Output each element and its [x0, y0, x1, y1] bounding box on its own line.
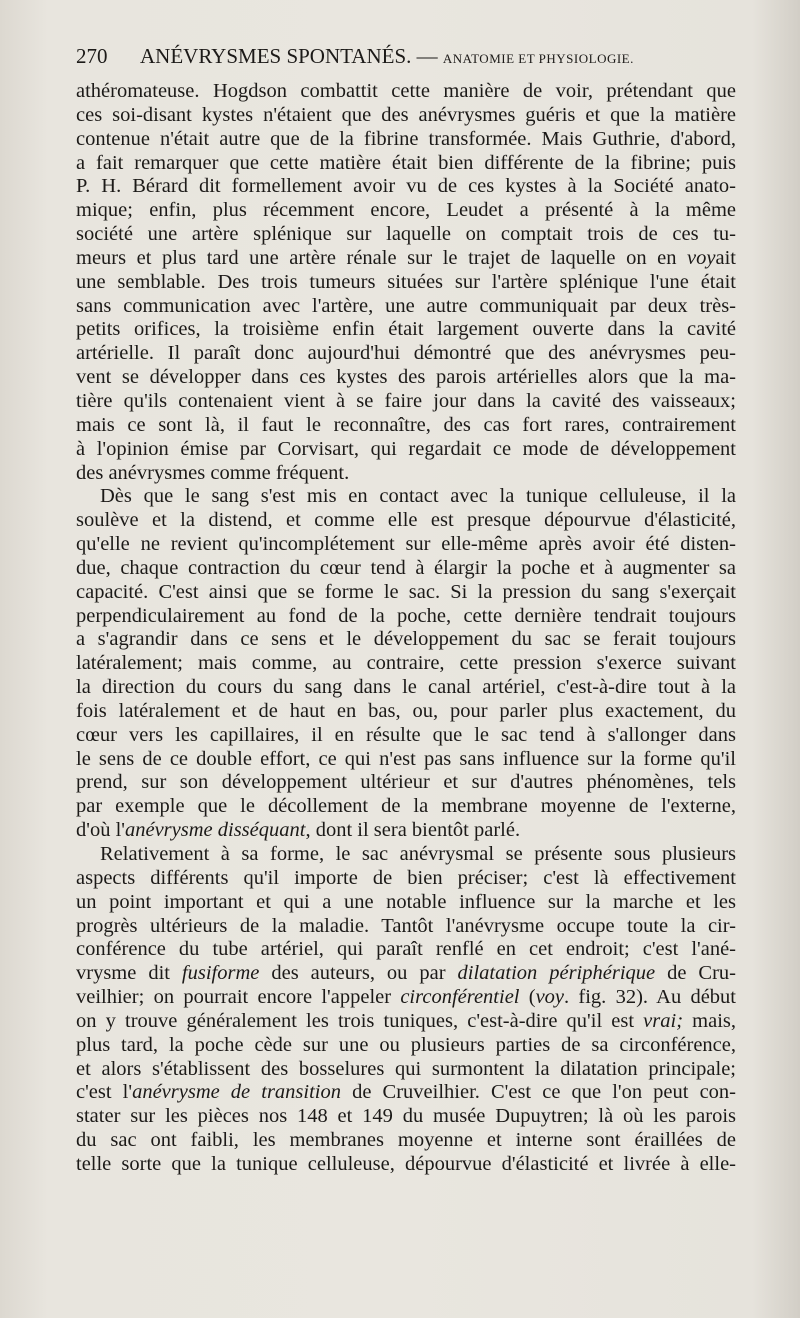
text-line: capacité. C'est ainsi que se forme le sac. Si la pression du sang s'exerçait — [76, 580, 736, 603]
text-line: a fait remarquer que cette matière était bien différente de la fibrine; puis — [76, 151, 736, 174]
text-line: veilhier; on pourrait encore l'appeler circonférentiel (voy. fig. 32). Au début — [76, 986, 736, 1009]
text-line: Relativement à sa forme, le sac anévrysmal se présente sous plusieurs — [100, 843, 736, 865]
text-line: artérielle. Il paraît donc aujourd'hui démontré que des anévrysmes peu- — [76, 342, 736, 365]
text-line: petits orifices, la troisième enfin était largement ouverte dans la cavité — [76, 318, 736, 341]
text-line: société une artère splénique sur laquelle on comptait trois de ces tu- — [76, 223, 736, 246]
text-line: vrysme dit fusiforme des auteurs, ou par dilatation périphérique de Cru- — [76, 962, 736, 985]
text-line: soulève et la distend, et comme elle est presque dépourvue d'élasticité, — [76, 509, 736, 532]
text-line: Dès que le sang s'est mis en contact avec la tunique celluleuse, il la — [100, 485, 736, 508]
text-line: qu'elle ne revient qu'incomplétement sur elle-même après avoir été disten- — [76, 533, 736, 556]
text-line: par exemple que le décollement de la membrane moyenne de l'externe, — [76, 795, 736, 818]
text-line: cœur vers les capillaires, il en résulte que le sac tend à s'allonger dans — [76, 723, 736, 746]
text-line: on y trouve généralement les trois tuniques, c'est-à-dire qu'il est vrai; mais, — [76, 1009, 736, 1032]
text-line: vent se développer dans ces kystes des parois artérielles alors que la ma- — [76, 366, 736, 389]
text-line: une semblable. Des trois tumeurs situées sur l'artère splénique l'une était — [76, 270, 736, 293]
text-line: plus tard, la poche cède sur une ou plusieurs parties de sa circonférence, — [76, 1033, 736, 1056]
text-line: P. H. Bérard dit formellement avoir vu de ces kystes à la Société anato- — [76, 175, 736, 198]
text-line: le sens de ce double effort, ce qui n'est pas sans influence sur la forme qu'il — [76, 747, 736, 770]
text-line: conférence du tube artériel, qui paraît renflé en cet endroit; c'est l'ané- — [76, 938, 736, 961]
running-header — [76, 44, 756, 74]
text-line: à l'opinion émise par Corvisart, qui regardait ce mode de développement — [76, 437, 736, 460]
text-line: latéralement; mais comme, au contraire, cette pression s'exerce suivant — [76, 652, 736, 675]
text-line: a s'agrandir dans ce sens et le développement du sac se ferait toujours — [76, 628, 736, 651]
text-line: mique; enfin, plus récemment encore, Leudet a présenté à la même — [76, 199, 736, 222]
text-line: contenue n'était autre que de la fibrine transformée. Mais Guthrie, d'abord, — [76, 127, 736, 150]
header-title: ANÉVRYSMES SPONTANÉS. — — [140, 44, 443, 68]
text-line: c'est l'anévrysme de transition de Cruveilhier. C'est ce que l'on peut con- — [76, 1081, 736, 1104]
text-line: perpendiculairement au fond de la poche, cette dernière tendrait toujours — [76, 604, 736, 627]
text-line: progrès ultérieurs de la maladie. Tantôt l'anévrysme occupe toute la cir- — [76, 914, 736, 937]
text-line: fois latéralement et de haut en bas, ou, pour parler plus exactement, du — [76, 699, 736, 722]
text-line: du sac ont faibli, les membranes moyenne et interne sont éraillées de — [76, 1129, 736, 1152]
text-line: athéromateuse. Hogdson combattit cette manière de voir, prétendant que — [76, 80, 736, 102]
header-subtitle: ANATOMIE ET PHYSIOLOGIE. — [442, 51, 634, 66]
page-number: 270 — [76, 44, 108, 68]
text-line: ces soi-disant kystes n'étaient que des anévrysmes guéris et que la matière — [76, 103, 736, 126]
text-line: la direction du cours du sang dans le canal artériel, c'est-à-dire tout à la — [76, 676, 736, 699]
text-line: d'où l'anévrysme disséquant, dont il sera bientôt parlé. — [76, 819, 521, 842]
text-line: aspects différents qu'il importe de bien préciser; c'est là effectivement — [76, 866, 736, 889]
text-line: telle sorte que la tunique celluleuse, dépourvue d'élasticité et livrée à elle- — [76, 1152, 736, 1175]
text-line: des anévrysmes comme fréquent. — [76, 461, 350, 484]
text-line: sans communication avec l'artère, une autre communiquait par deux très- — [76, 294, 736, 317]
text-line: mais ce sont là, il faut le reconnaître, des cas fort rares, contrairement — [76, 413, 736, 436]
text-line: tière qu'ils contenaient vient à se faire jour dans la cavité des vaisseaux; — [76, 389, 736, 412]
text-line: prend, sur son développement ultérieur et sur d'autres phénomènes, tels — [76, 771, 736, 794]
text-line: et alors s'établissent des bosselures qui surmontent la dilatation principale; — [76, 1057, 736, 1080]
body-text — [76, 80, 736, 1177]
text-line: un point important et qui a une notable influence sur la marche et les — [76, 890, 736, 913]
text-line: stater sur les pièces nos 148 et 149 du musée Dupuytren; là où les parois — [76, 1105, 736, 1128]
text-line: due, chaque contraction du cœur tend à élargir la poche et à augmenter sa — [76, 556, 736, 579]
text-line: meurs et plus tard une artère rénale sur le trajet de laquelle on en voyait — [76, 246, 736, 269]
